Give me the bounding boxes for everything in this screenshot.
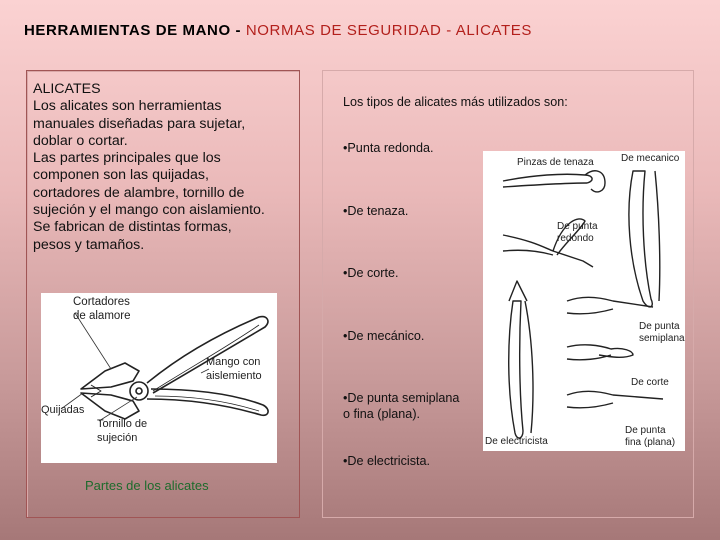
label-fina: De punta: [625, 425, 666, 436]
right-panel: [322, 70, 694, 518]
label-corte: De corte: [631, 377, 669, 388]
types-heading: Los tipos de alicates más utilizados son:: [343, 95, 568, 109]
type-item: •De punta semiplana: [343, 391, 460, 405]
figure-caption: Partes de los alicates: [85, 478, 209, 493]
label-tornillo-2: sujeción: [97, 432, 138, 444]
label-semiplana: De punta: [639, 321, 680, 332]
intro-line: componen son las quijadas,: [33, 167, 209, 184]
label-quijadas: Quijadas: [41, 404, 85, 416]
intro-line: cortadores de alambre, tornillo de: [33, 184, 245, 201]
intro-line: ALICATES: [33, 81, 101, 97]
label-mecanico: De mecanico: [621, 153, 680, 164]
intro-line: sujeción y el mango con aislamiento.: [33, 202, 265, 219]
type-item: •De mecánico.: [343, 329, 425, 343]
left-panel: [26, 70, 300, 518]
type-item: •De electricista.: [343, 454, 430, 468]
intro-line: pesos y tamaños.: [33, 236, 145, 253]
type-item: o fina (plana).: [343, 407, 421, 421]
label-tornillo: Tornillo de: [97, 418, 148, 430]
label-mango: Mango con: [206, 356, 261, 368]
type-item: •De tenaza.: [343, 204, 409, 218]
type-item: •Punta redonda.: [343, 141, 434, 155]
intro-line: manuales diseñadas para sujetar,: [33, 115, 246, 132]
pliers-types-diagram: [483, 151, 685, 451]
title-sub: NORMAS DE SEGURIDAD - ALICATES: [241, 22, 532, 39]
label-cortadores-2: de alamore: [73, 310, 131, 322]
pliers-parts-diagram: [41, 293, 277, 463]
slide-title: [24, 22, 532, 39]
intro-line: Se fabrican de distintas formas,: [33, 219, 232, 236]
label-tenaza: Pinzas de tenaza: [517, 157, 594, 168]
label-mango-2: aislemiento: [206, 370, 262, 382]
intro-line: Los alicates son herramientas: [33, 98, 222, 115]
type-item: •De corte.: [343, 266, 399, 280]
label-punta-redonda: De punta: [557, 221, 598, 232]
label-semiplana-2: semiplana: [639, 333, 685, 344]
label-cortadores: Cortadores: [73, 296, 130, 308]
intro-line: Las partes principales que los: [33, 150, 221, 167]
title-main: HERRAMIENTAS DE MANO -: [24, 22, 242, 39]
label-fina-2: fina (plana): [625, 437, 676, 448]
label-electricista: De electricista: [485, 436, 548, 447]
intro-line: doblar o cortar.: [33, 132, 128, 149]
label-punta-redonda-2: redondo: [557, 233, 594, 244]
intro-text: [33, 81, 295, 254]
